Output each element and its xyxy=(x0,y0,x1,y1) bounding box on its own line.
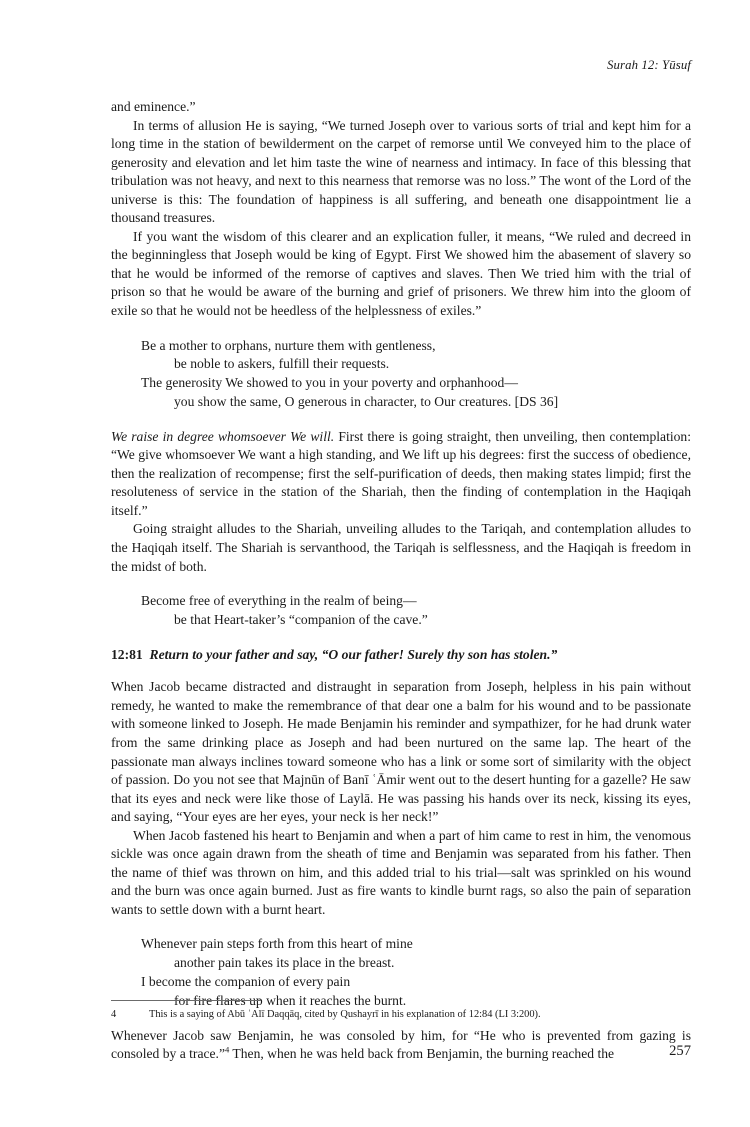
page-number: 257 xyxy=(669,1043,691,1059)
footnote-text: This is a saying of Abū ʿAlī Daqqāq, cited by Qushayrī in his explanation of 12:84 (LI 3:200). xyxy=(149,1009,541,1020)
poetry-line: The generosity We showed to you in your poverty and orphanhood— xyxy=(141,375,518,391)
running-head: Surah 12: Yūsuf xyxy=(607,58,691,72)
footnote-number: 4 xyxy=(111,1009,117,1020)
spacer xyxy=(111,630,691,646)
verse-number: 12:81 xyxy=(111,646,143,662)
footnote-reference-icon[interactable]: 4 xyxy=(224,1044,230,1055)
spacer xyxy=(111,664,691,678)
spacer xyxy=(111,576,691,592)
footnote-area xyxy=(111,1000,691,1022)
paragraph-text: Then, when he was held back from Benjamin, the burning reached the xyxy=(229,1046,615,1062)
page-body xyxy=(111,98,691,1064)
poetry-block-become-free xyxy=(111,592,691,630)
poetry-line: be noble to askers, fulfill their requests. xyxy=(174,356,390,372)
spacer xyxy=(111,412,691,428)
poetry-line: for fire flares up when it reaches the burnt. xyxy=(174,992,407,1008)
poetry-line: Whenever pain steps forth from this heart of mine xyxy=(141,936,413,952)
paragraph-wisdom: If you want the wisdom of this clearer and an explication fuller, it means, “We ruled and decreed in the beginningless that Joseph would be king of Egypt. First We showed him the abasement of slavery so that he would be informed of the remorse of captives and slaves. Then We tried him with the trial of prison so that he would be aware of the burning and grief of prisoners. We threw him into the gloom of exile so that he would not be heedless of the helplessness of exiles.” xyxy=(111,228,691,319)
poetry-block-orphans xyxy=(111,337,691,412)
verse-text: Return to your father and say, “O our father! Surely thy son has stolen.” xyxy=(149,646,558,662)
poetry-line: I become the companion of every pain xyxy=(141,974,351,990)
poetry-line: Be a mother to orphans, nurture them with gentleness, xyxy=(141,337,436,353)
paragraph-text: Whenever Jacob saw Benjamin, he was consoled by him, for “He who is prevented from gazing is consoled by a trace.” xyxy=(111,1027,691,1062)
paragraph-jacob-distraught: When Jacob became distracted and distraught in separation from Joseph, helpless in his pain without remedy, he wanted to make the remembrance of that dear one a balm for his wound and to be passionate with someone linked to Joseph. He made Benjamin his reminder and sympathizer, for he had drunk water from the same drinking place as Joseph and had been nurtured on the same lap. The heart of the passionate man always inclines toward someone who has a link or some sort of similarity with the object of passion. Do you not see that Majnūn of Banī ʿĀmir went out to the desert hunting for a gazelle? He saw that its eyes and neck were like those of Laylā. He was passing his hands over its neck, kissing its eyes, and saying, “Your eyes are her eyes, your neck is her neck!” xyxy=(111,679,691,825)
poetry-line: another pain takes its place in the breast. xyxy=(174,955,395,971)
paragraph-going-straight: Going straight alludes to the Shariah, unveiling alludes to the Tariqah, and contemplation alludes to the Haqiqah itself. The Shariah is servanthood, the Tariqah is selflessness, and the Haqiqah is freedom in the midst of both. xyxy=(111,521,691,574)
poetry-line: you show the same, O generous in character, to Our creatures. [DS 36] xyxy=(174,393,559,409)
quran-quote-italic: We raise in degree whomsoever We will. xyxy=(111,428,335,444)
footnote-entry xyxy=(111,1008,691,1022)
poetry-line: Become free of everything in the realm of being— xyxy=(141,593,417,609)
paragraph-raise-in-degree xyxy=(111,428,691,521)
paragraph-text: First there is going straight, then unveiling, then contemplation: “We give whomsoever We want a high standing, and We lift up his degrees: first the success of obedience, then the realization of recompense; first the self-purification of deeds, then making states limpid; first the resoluteness of service in the station of the Shariah, then the finding of contemplation in the Haqiqah itself.” xyxy=(111,428,691,518)
paragraph-allusion: In terms of allusion He is saying, “We turned Joseph over to various sorts of trial and kept him for a long time in the station of bewilderment on the carpet of remorse until We conveyed him to the place of generosity and elevation and let him taste the wine of nearness and intimacy. In face of this blessing that tribulation was not heavy, and next to this nearness that remorse was no loss.” The wont of the Lord of the universe is this: The foundation of happiness is all suffering, and beneath one disappointment lie a thousand treasures. xyxy=(111,117,691,226)
verse-heading xyxy=(111,646,691,665)
footnote-separator-rule xyxy=(111,1000,261,1001)
paragraph-venomous-sickle: When Jacob fastened his heart to Benjamin and when a part of him came to rest in him, the venomous sickle was once again drawn from the sheath of time and Benjamin was separated from his father. Then the name of thief was thrown on him, and this added trial to his trial—salt was sprinkled on his wound and the burn was once again burned. Just as fire wants to kindle burnt rags, so also the pain of separation wants to settle down with a burnt heart. xyxy=(111,827,691,917)
spacer xyxy=(111,321,691,337)
spacer xyxy=(111,919,691,935)
verse-heading-space xyxy=(143,647,150,662)
poetry-line: be that Heart-taker’s “companion of the cave.” xyxy=(174,611,428,627)
paragraph-continuation: and eminence.” xyxy=(111,99,196,114)
